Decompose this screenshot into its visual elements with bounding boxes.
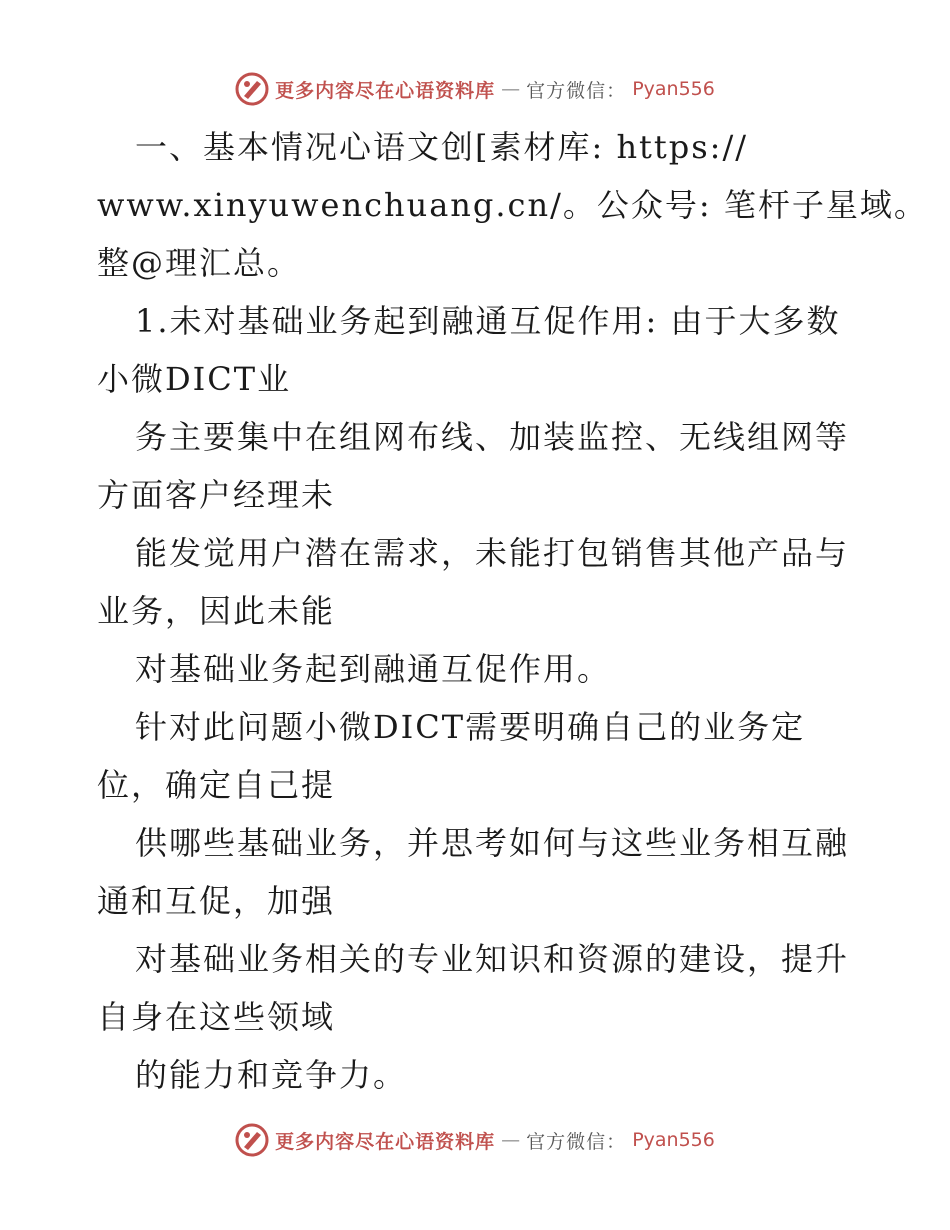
banner-title: 更多内容尽在心语资料库 <box>275 1130 496 1153</box>
paragraph-line: 务主要集中在组网布线、加装监控、无线组网等 <box>135 418 850 456</box>
paragraph-line: 供哪些基础业务，并思考如何与这些业务相互融 <box>135 824 850 862</box>
paragraph-line: 1.未对基础业务起到融通互促作用: 由于大多数 <box>135 302 841 340</box>
header-banner <box>0 72 950 106</box>
paragraph-line: 小微DICT业 <box>97 360 292 398</box>
document-body <box>97 118 928 1104</box>
paragraph-line: 位，确定自己提 <box>97 766 336 804</box>
banner-separator: — <box>501 1129 521 1151</box>
banner-wechat-label: 官方微信： <box>526 79 627 102</box>
banner-title: 更多内容尽在心语资料库 <box>275 79 496 102</box>
banner-separator: — <box>501 78 521 100</box>
banner-wechat-id: Pyan556 <box>632 78 715 100</box>
paragraph-line: 自身在这些领域 <box>97 998 336 1036</box>
pen-seal-icon <box>235 1123 269 1157</box>
paragraph-line: 整@理汇总。 <box>97 244 302 282</box>
paragraph-line: 的能力和竞争力。 <box>135 1056 408 1094</box>
pen-seal-icon <box>235 72 269 106</box>
banner-wechat-label: 官方微信： <box>526 1130 627 1153</box>
paragraph-line: 通和互促，加强 <box>97 882 336 920</box>
paragraph-line: www.xinyuwenchuang.cn/。公众号: 笔杆子星域。 <box>97 186 928 224</box>
paragraph-line: 对基础业务起到融通互促作用。 <box>135 650 612 688</box>
paragraph-line: 方面客户经理未 <box>97 476 336 514</box>
footer-banner <box>0 1123 950 1157</box>
paragraph-line: 对基础业务相关的专业知识和资源的建设，提升 <box>135 940 850 978</box>
paragraph-line: 能发觉用户潜在需求，未能打包销售其他产品与 <box>135 534 850 572</box>
paragraph-line: 业务，因此未能 <box>97 592 336 630</box>
banner-wechat-id: Pyan556 <box>632 1129 715 1151</box>
paragraph-line: 针对此问题小微DICT需要明确自己的业务定 <box>135 708 806 746</box>
paragraph-line: 一、基本情况心语文创[素材库: https:// <box>135 128 749 166</box>
